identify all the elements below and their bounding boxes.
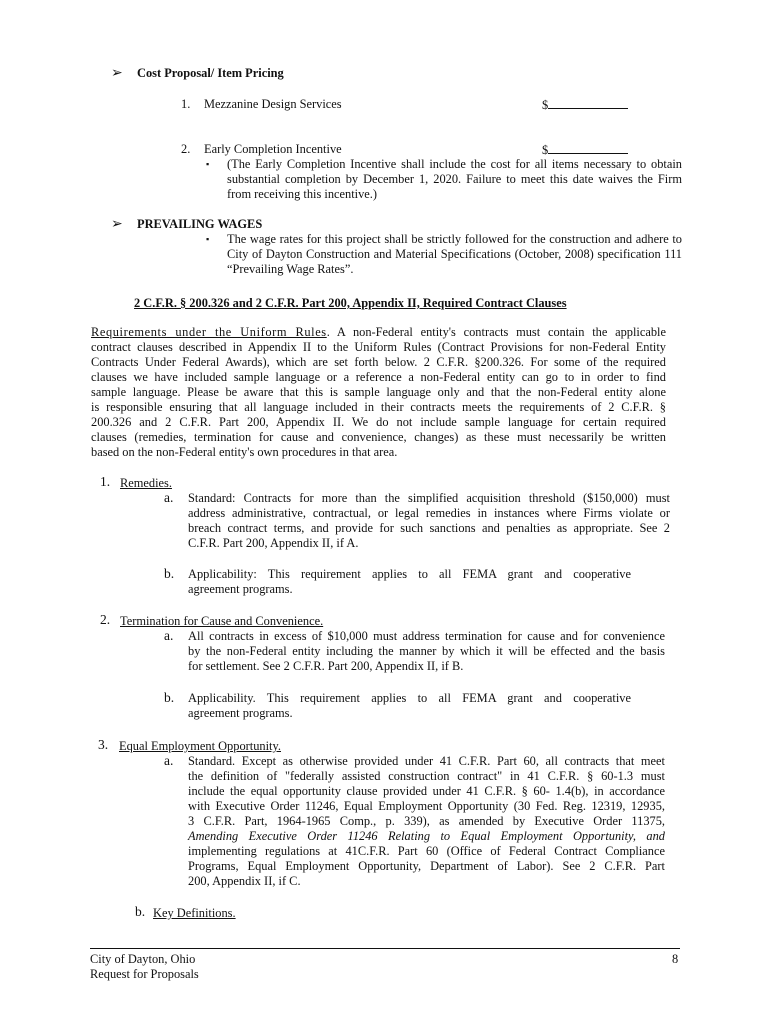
square-bullet-icon: ▪ bbox=[206, 234, 210, 244]
intro-line: Contracts Under Federal Awards), which are set forth below. 2 C.F.R. §200.326. For some of the required bbox=[91, 355, 666, 369]
equal-a-line: include the equal opportunity clause provided under 41 C.F.R. § 60- 1.4(b), in accordance bbox=[188, 784, 665, 798]
equal-a-line: Amending Executive Order 11246 Relating to Equal Employment Opportunity, and bbox=[188, 829, 665, 843]
termination-a-text bbox=[188, 629, 665, 674]
equal-employment-number: 3. bbox=[98, 737, 109, 752]
footer-line-2: Request for Proposals bbox=[90, 967, 199, 981]
equal-a-line: 200, Appendix II, if C. bbox=[188, 874, 301, 888]
termination-b-letter: b. bbox=[164, 690, 175, 705]
item-1-price bbox=[542, 97, 628, 113]
equal-a-line: the definition of "federally assisted construction contract" in 41 C.F.R. § 60-1.3 must bbox=[188, 769, 665, 783]
cost-proposal-heading: Cost Proposal/ Item Pricing bbox=[137, 66, 284, 80]
intro-line: 200.326 and 2 C.F.R. Part 200, Appendix II. We do not include sample language for certain required bbox=[91, 415, 666, 429]
item-2-blank-line bbox=[548, 142, 628, 154]
equal-b-letter: b. bbox=[135, 904, 146, 919]
item-1-label: Mezzanine Design Services bbox=[204, 97, 342, 111]
remedies-a-letter: a. bbox=[164, 490, 174, 505]
remedies-b-letter: b. bbox=[164, 566, 175, 581]
note-line: (The Early Completion Incentive shall include the cost for all items necessary to obtain bbox=[227, 157, 682, 171]
remedies-b-line: agreement programs. bbox=[188, 582, 293, 596]
equal-a-text bbox=[188, 754, 665, 889]
item-2-price bbox=[542, 142, 628, 158]
termination-title: Termination for Cause and Convenience. bbox=[120, 614, 324, 628]
intro-line: contract clauses described in Appendix II to the Uniform Rules (Contract Provisions for non-Federal Entity bbox=[91, 340, 666, 354]
key-definitions-title: Key Definitions. bbox=[153, 906, 236, 920]
equal-a-line: with Executive Order 11246, Equal Employment Opportunity (30 Fed. Reg. 12319, 12935, bbox=[188, 799, 665, 813]
intro-line: based on the non-Federal entity's own procedures in that area. bbox=[91, 445, 398, 459]
termination-a-line: All contracts in excess of $10,000 must address termination for cause and for convenience bbox=[188, 629, 665, 643]
intro-line: sample language. Please be aware that this is sample language only and that the non-Federal entity alone bbox=[91, 385, 666, 399]
item-2-label: Early Completion Incentive bbox=[204, 142, 342, 156]
dollar-sign: $ bbox=[542, 143, 549, 157]
equal-a-line: Standard. Except as otherwise provided under 41 C.F.R. Part 60, all contracts that meet bbox=[188, 754, 665, 768]
arrow-bullet-icon: ➢ bbox=[111, 217, 123, 232]
equal-a-line: implementing regulations at 41C.F.R. Part 60 (Office of Federal Contract Compliance bbox=[188, 844, 665, 858]
termination-a-line: by the non-Federal entity including the manner by which it will be effected and the basis bbox=[188, 644, 665, 658]
note-line: The wage rates for this project shall be strictly followed for the construction and adhere to bbox=[227, 232, 682, 246]
square-bullet-icon: ▪ bbox=[206, 159, 210, 169]
note-line: substantial completion by December 1, 2020. Failure to meet this date waives the Firm bbox=[227, 172, 682, 186]
termination-a-line: for settlement. See 2 C.F.R. Part 200, Appendix II, if B. bbox=[188, 659, 464, 673]
equal-a-letter: a. bbox=[164, 753, 174, 768]
intro-line: clauses (remedies, termination for cause and convenience, changes) as these must necessarily be written bbox=[91, 430, 666, 444]
arrow-bullet-icon: ➢ bbox=[111, 66, 123, 81]
item-1-blank-line bbox=[548, 97, 628, 109]
intro-line: is responsible ensuring that all language included in their contracts meets the requirements of 2 C.F.R. § bbox=[91, 400, 666, 414]
intro-first-rest: . A non-Federal entity's contracts must contain the applicable bbox=[326, 325, 667, 339]
early-completion-note bbox=[227, 157, 682, 202]
termination-a-letter: a. bbox=[164, 628, 174, 643]
item-1-number: 1. bbox=[181, 97, 191, 111]
remedies-number: 1. bbox=[100, 474, 111, 489]
equal-employment-title: Equal Employment Opportunity. bbox=[119, 739, 281, 753]
prevailing-wages-heading: PREVAILING WAGES bbox=[137, 217, 263, 231]
remedies-a-line: C.F.R. Part 200, Appendix II, if A. bbox=[188, 536, 359, 550]
termination-number: 2. bbox=[100, 612, 111, 627]
remedies-b-text bbox=[188, 567, 631, 597]
remedies-a-text bbox=[188, 491, 670, 551]
prevailing-wages-note bbox=[227, 232, 682, 277]
item-2-number: 2. bbox=[181, 142, 191, 156]
note-line: from receiving this incentive.) bbox=[227, 187, 378, 201]
footer-line-1: City of Dayton, Ohio bbox=[90, 952, 196, 966]
note-line: “Prevailing Wage Rates”. bbox=[227, 262, 354, 276]
remedies-a-line: breach contract terms, and provide for such sanctions and penalties as appropriate. See 2 bbox=[188, 521, 670, 535]
footer-divider bbox=[90, 948, 680, 949]
intro-first-line bbox=[91, 325, 666, 340]
intro-paragraph bbox=[91, 325, 666, 460]
equal-a-line: Programs, Equal Employment Opportunity, Department of Labor). See 2 C.F.R. Part bbox=[188, 859, 665, 873]
remedies-title: Remedies. bbox=[120, 476, 172, 490]
termination-b-text bbox=[188, 691, 631, 721]
note-line: City of Dayton Construction and Material Specifications (October, 2008) specification 111 bbox=[227, 247, 682, 261]
page-number: 8 bbox=[672, 952, 679, 966]
termination-b-line: agreement programs. bbox=[188, 706, 293, 720]
remedies-a-line: address administrative, contractual, or legal remedies in instances where Firms violate or bbox=[188, 506, 670, 520]
remedies-b-line: Applicability: This requirement applies to all FEMA grant and cooperative bbox=[188, 567, 631, 581]
equal-a-line: 3 C.F.R. Part, 1964-1965 Comp., p. 339), as amended by Executive Order 11375, bbox=[188, 814, 665, 828]
intro-line: clauses we have included sample language or a reference a non-Federal entity can go to in order to find bbox=[91, 370, 666, 384]
requirements-link-text: Requirements under the Uniform Rules bbox=[91, 325, 327, 339]
dollar-sign: $ bbox=[542, 98, 549, 112]
section-title: 2 C.F.R. § 200.326 and 2 C.F.R. Part 200, Appendix II, Required Contract Clauses bbox=[134, 296, 567, 310]
termination-b-line: Applicability. This requirement applies to all FEMA grant and cooperative bbox=[188, 691, 631, 705]
remedies-a-line: Standard: Contracts for more than the simplified acquisition threshold ($150,000) must bbox=[188, 491, 670, 505]
